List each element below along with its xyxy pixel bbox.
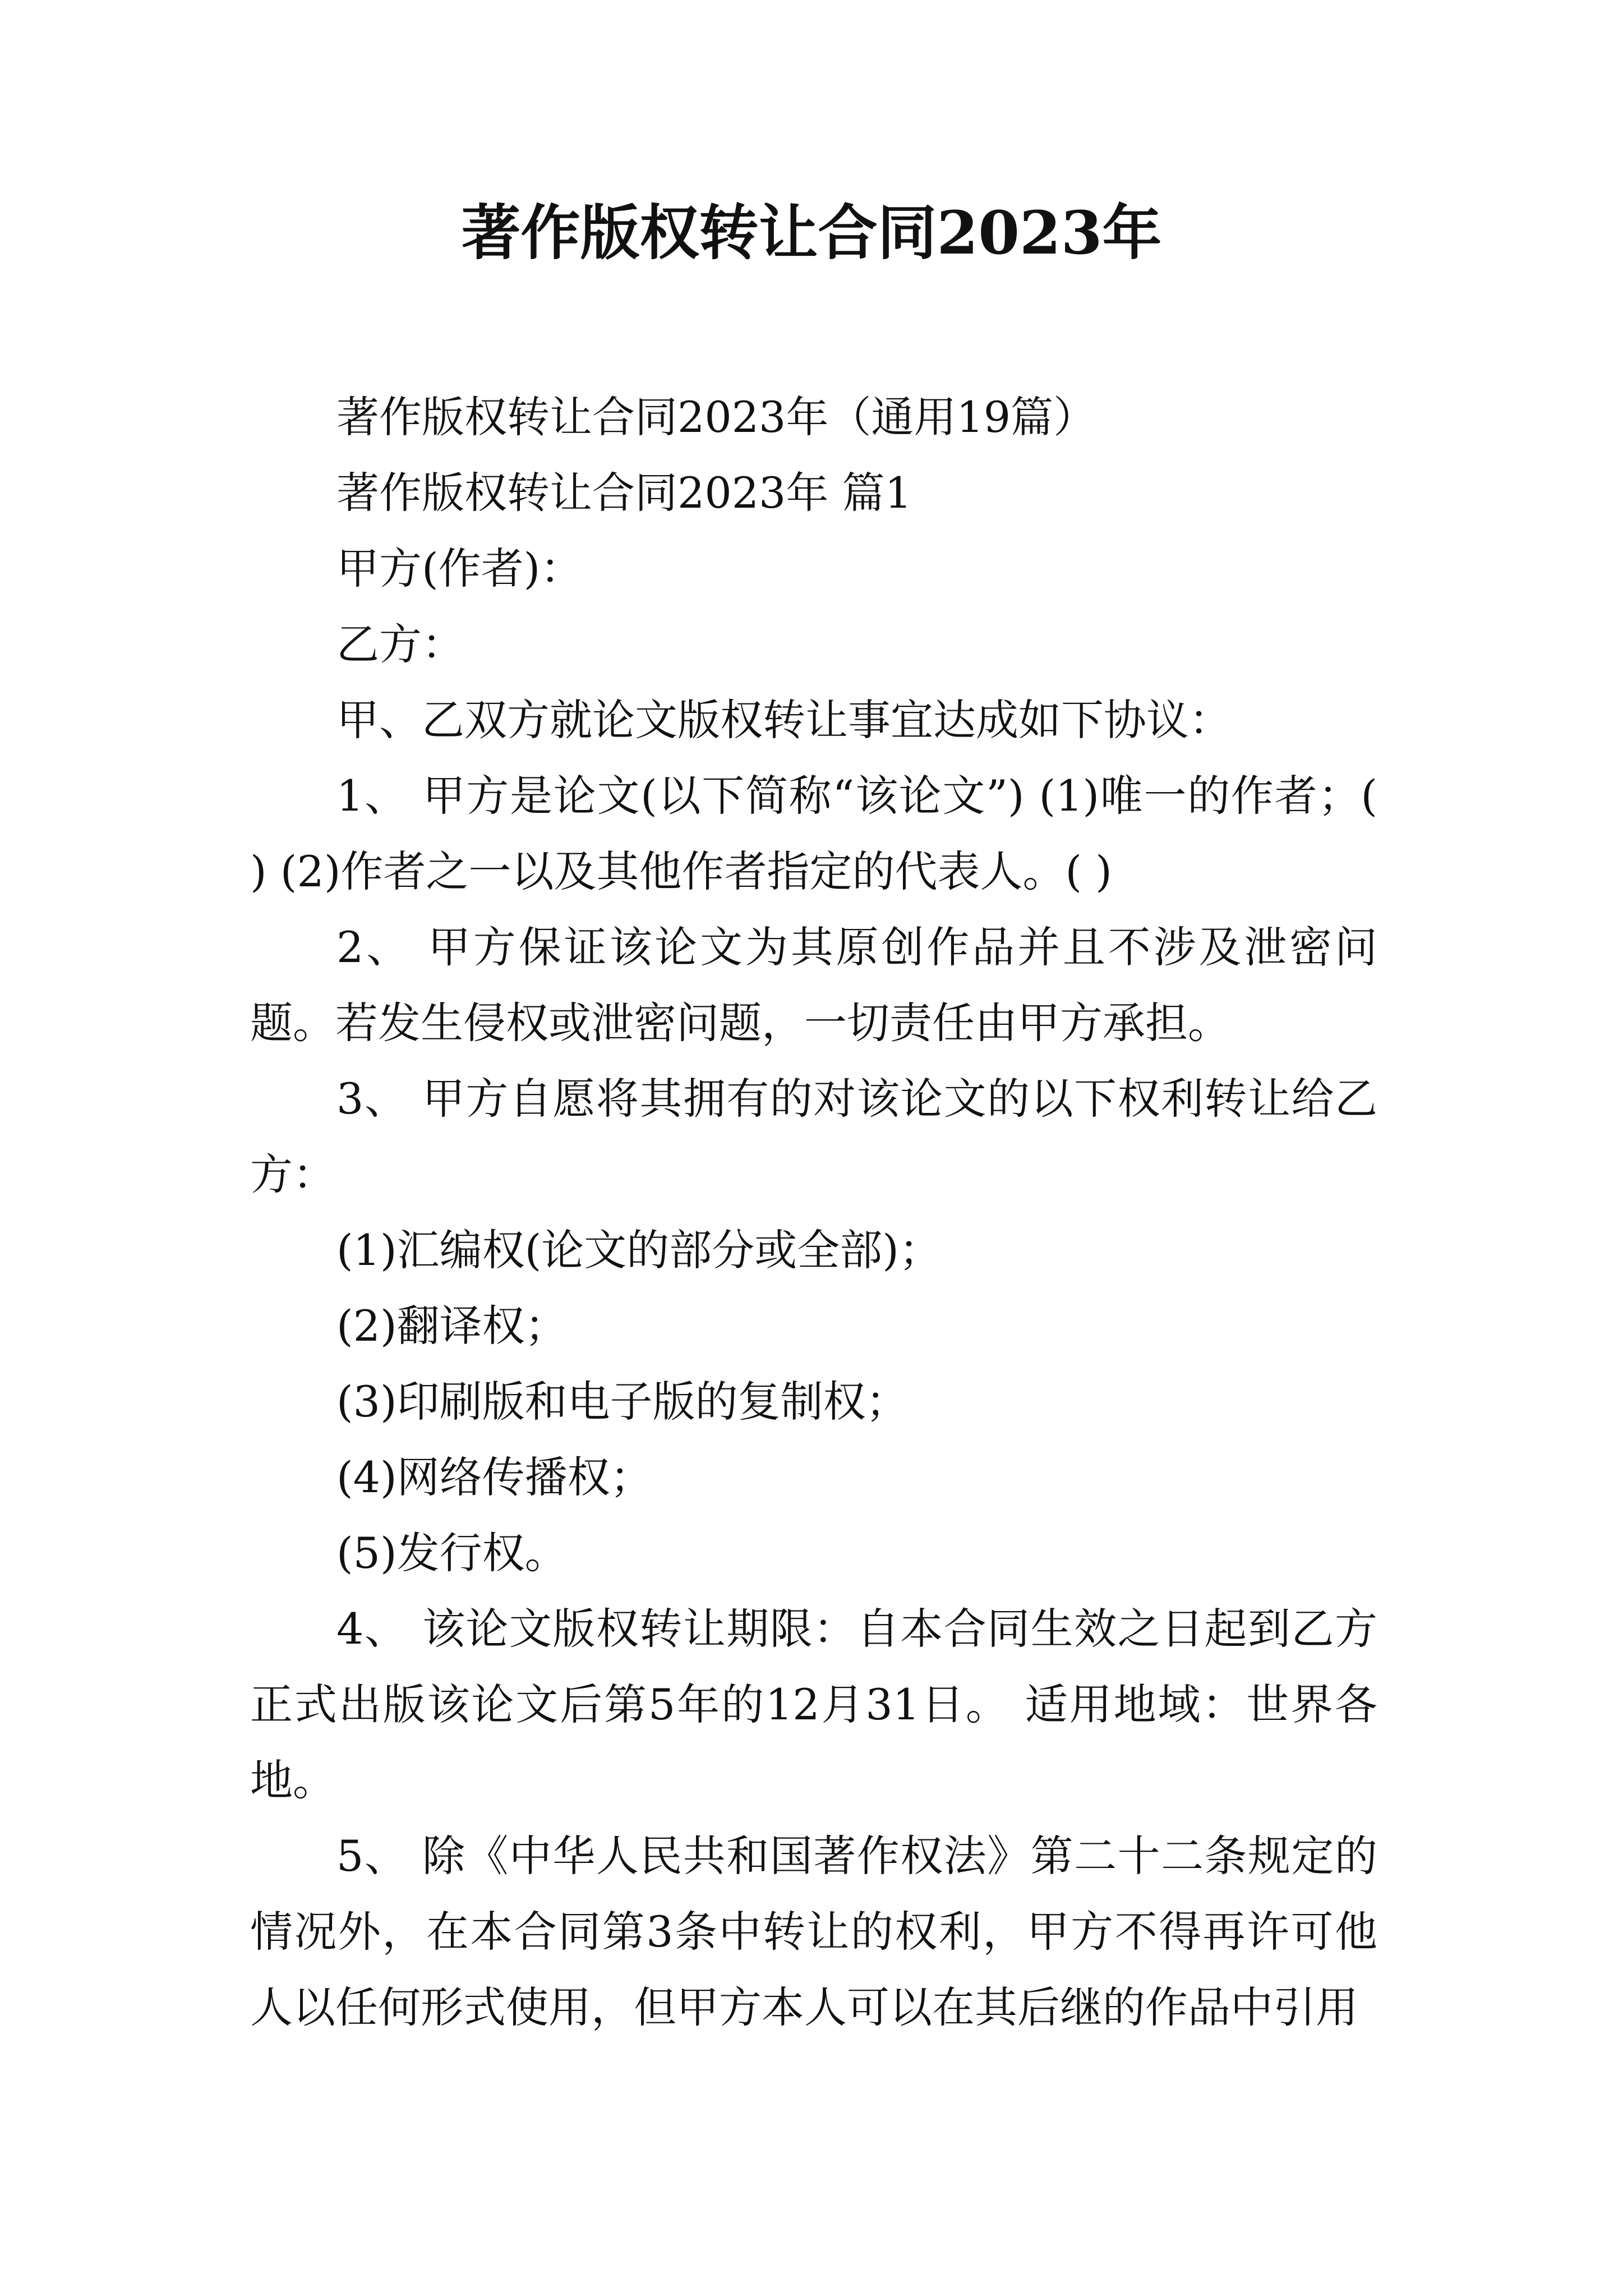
right-item-1: (1)汇编权(论文的部分或全部)；	[336, 1225, 942, 1275]
clause-4: 4、 该论文版权转让期限：自本合同生效之日起到乙方正式出版该论文后第5年的12月31日。 适用地域：世界各地。	[250, 1604, 1377, 1805]
party-b-line: 乙方：	[336, 619, 464, 669]
right-item-3: (3)印刷版和电子版的复制权；	[336, 1377, 909, 1427]
section-heading: 著作版权转让合同2023年 篇1	[336, 468, 912, 518]
subtitle-paragraph: 著作版权转让合同2023年（通用19篇）	[336, 392, 1096, 442]
clause-2: 2、 甲方保证该论文为其原创作品并且不涉及泄密问题。若发生侵权或泄密问题，一切责任由甲方承担。	[250, 922, 1377, 1048]
document-title: 著作版权转让合同2023年	[461, 197, 1162, 268]
document-body	[250, 379, 1377, 2045]
party-a-line: 甲方(作者)：	[336, 544, 583, 593]
clause-1: 1、 甲方是论文(以下简称“该论文”) (1)唯一的作者；( ) (2)作者之一以及其他作者指定的代表人。( )	[250, 771, 1377, 896]
clause-5: 5、 除《中华人民共和国著作权法》第二十二条规定的情况外，在本合同第3条中转让的权利，甲方不得再许可他人以任何形式使用，但甲方本人可以在其后继的作品中引用	[250, 1831, 1377, 2032]
right-item-5: (5)发行权。	[336, 1528, 568, 1578]
right-item-4: (4)网络传播权；	[336, 1452, 653, 1502]
clause-3: 3、 甲方自愿将其拥有的对该论文的以下权利转让给乙方：	[250, 1074, 1377, 1199]
agreement-intro: 甲、乙双方就论文版权转让事宜达成如下协议：	[336, 695, 1232, 745]
right-item-2: (2)翻译权；	[336, 1301, 568, 1351]
